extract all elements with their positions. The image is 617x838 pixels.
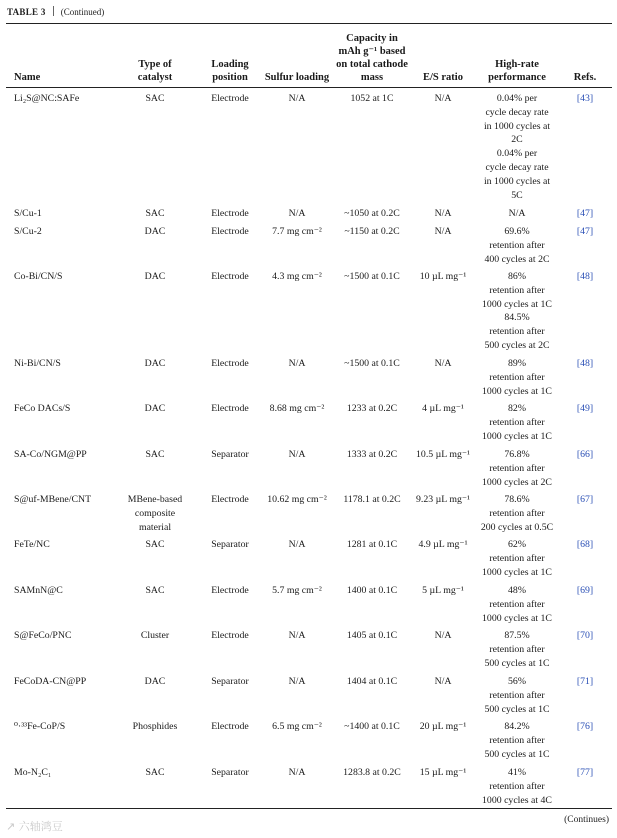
rate-line: 1000 cycles at 2C <box>482 476 552 488</box>
cell-catalyst: DAC <box>144 676 166 687</box>
cell-position: Electrode <box>211 358 249 369</box>
cell-position: Separator <box>211 449 249 460</box>
cell-catalyst: DAC <box>144 271 166 282</box>
rate-line: 1000 cycles at 1C <box>482 430 552 442</box>
cell-catalyst: SAC <box>145 767 165 778</box>
rate-line: retention after <box>489 284 545 296</box>
cell-catalyst: MBene-based composite material <box>127 494 183 533</box>
header-es-ratio: E/S ratio <box>423 72 463 83</box>
cell-rate <box>477 766 557 807</box>
rate-line: N/A <box>508 208 526 219</box>
cell-sulfur: N/A <box>288 358 306 369</box>
reference-link[interactable]: [43] <box>576 93 594 104</box>
cell-rate <box>477 225 557 266</box>
cell-rate <box>477 675 557 716</box>
cell-rate <box>477 448 557 489</box>
cell-es: N/A <box>434 226 452 237</box>
rate-line: 500 cycles at 1C <box>484 703 550 715</box>
header-name: Name <box>14 72 41 83</box>
reference-link[interactable]: [48] <box>576 358 594 369</box>
cell-catalyst: SAC <box>145 585 165 596</box>
reference-link[interactable]: [67] <box>576 494 594 505</box>
cell-name: Co-Bi/CN/S <box>14 271 63 282</box>
cell-es: 5 µL mg⁻¹ <box>422 585 464 596</box>
rate-line: 82% <box>508 403 526 414</box>
cell-position: Electrode <box>211 93 249 104</box>
reference-link[interactable]: [47] <box>576 226 594 237</box>
cell-capacity: 1052 at 1C <box>350 93 394 104</box>
cell-es: N/A <box>434 630 452 641</box>
cell-capacity: ~1500 at 0.1C <box>344 358 400 369</box>
cell-es: N/A <box>434 208 452 219</box>
reference-link[interactable]: [76] <box>576 721 594 732</box>
rate-line: cycle decay rate <box>485 161 549 173</box>
cell-catalyst: SAC <box>145 93 165 104</box>
cell-es: 10 µL mg⁻¹ <box>419 271 467 282</box>
cell-rate <box>477 538 557 579</box>
rate-line: 1000 cycles at 4C <box>482 794 552 806</box>
rate-line: 0.04% per <box>496 148 538 160</box>
reference-link[interactable]: [49] <box>576 403 594 414</box>
reference-link[interactable]: [71] <box>576 676 594 687</box>
cell-capacity: 1233 at 0.2C <box>346 403 398 414</box>
cell-es: 20 µL mg⁻¹ <box>419 721 467 732</box>
rate-line: 76.8% <box>504 449 530 460</box>
rate-line: 500 cycles at 1C <box>484 748 550 760</box>
cell-rate <box>477 402 557 443</box>
header-catalyst: Type of catalyst <box>137 59 173 83</box>
rate-line: 500 cycles at 2C <box>484 339 550 351</box>
rate-line: 84.5% <box>504 312 530 324</box>
cell-position: Electrode <box>211 585 249 596</box>
rate-line: 1000 cycles at 1C <box>482 298 552 310</box>
cell-sulfur: 8.68 mg cm⁻² <box>269 403 325 414</box>
cell-catalyst: DAC <box>144 226 166 237</box>
continues-note: (Continues) <box>564 815 609 825</box>
cell-name: FeTe/NC <box>14 539 50 550</box>
cell-name: Mo-N₂C₁ <box>14 767 52 778</box>
reference-link[interactable]: [77] <box>576 767 594 778</box>
cell-name: FeCo DACs/S <box>14 403 71 414</box>
reference-link[interactable]: [69] <box>576 585 594 596</box>
cell-capacity: 1333 at 0.2C <box>346 449 398 460</box>
cell-position: Electrode <box>211 630 249 641</box>
cell-catalyst: DAC <box>144 403 166 414</box>
cell-rate <box>477 357 557 398</box>
rate-line: 1000 cycles at 1C <box>482 385 552 397</box>
cell-catalyst: SAC <box>145 208 165 219</box>
cell-position: Separator <box>211 767 249 778</box>
rate-line: 78.6% <box>504 494 530 505</box>
reference-link[interactable]: [70] <box>576 630 594 641</box>
cell-catalyst: DAC <box>144 358 166 369</box>
cell-rate <box>477 207 557 221</box>
rate-line: retention after <box>489 239 545 251</box>
cell-capacity: 1283.8 at 0.2C <box>343 767 401 778</box>
rate-line: 56% <box>508 676 526 687</box>
rate-line: retention after <box>489 598 545 610</box>
cell-sulfur: N/A <box>288 676 306 687</box>
cell-sulfur: 5.7 mg cm⁻² <box>272 585 322 596</box>
cell-catalyst: Cluster <box>140 630 170 641</box>
cell-name: S@uf-MBene/CNT <box>14 494 92 505</box>
rate-line: 62% <box>508 539 526 550</box>
cell-capacity: 1405 at 0.1C <box>346 630 398 641</box>
cell-capacity: 1281 at 0.1C <box>346 539 398 550</box>
reference-link[interactable]: [47] <box>576 208 594 219</box>
cell-catalyst: Phosphides <box>132 721 178 732</box>
cell-capacity: ~1400 at 0.1C <box>344 721 400 732</box>
cell-name: Li₂S@NC:SAFe <box>14 93 80 104</box>
rate-line: 5C <box>511 189 523 201</box>
cell-position: Electrode <box>211 494 249 505</box>
cell-capacity: ~1050 at 0.2C <box>344 208 400 219</box>
cell-es: 4 µL mg⁻¹ <box>422 403 464 414</box>
cell-name: SA-Co/NGM@PP <box>14 449 87 460</box>
cell-catalyst: SAC <box>145 449 165 460</box>
rate-line: 200 cycles at 0.5C <box>480 521 554 533</box>
cell-sulfur: N/A <box>288 208 306 219</box>
cell-position: Electrode <box>211 226 249 237</box>
cell-es: 9.23 µL mg⁻¹ <box>416 494 470 505</box>
rate-line: retention after <box>489 326 545 338</box>
rate-line: in 1000 cycles at <box>483 175 551 187</box>
cell-position: Separator <box>211 539 249 550</box>
cell-es: 4.9 µL mg⁻¹ <box>418 539 468 550</box>
caption-note: (Continued) <box>60 7 105 17</box>
cell-sulfur: 6.5 mg cm⁻² <box>272 721 322 732</box>
cell-name: S@FeCo/PNC <box>14 630 72 641</box>
table-bottom-rule <box>6 808 612 809</box>
cell-name: Ni-Bi/CN/S <box>14 358 61 369</box>
rate-line: retention after <box>489 507 545 519</box>
rate-line: retention after <box>489 371 545 383</box>
cell-capacity: 1400 at 0.1C <box>346 585 398 596</box>
cell-sulfur: N/A <box>288 93 306 104</box>
cell-sulfur: N/A <box>288 767 306 778</box>
rate-line: 1000 cycles at 1C <box>482 566 552 578</box>
cell-name: FeCoDA-CN@PP <box>14 676 87 687</box>
cell-sulfur: 7.7 mg cm⁻² <box>272 226 322 237</box>
cell-name: SAMnN@C <box>14 585 63 596</box>
cell-capacity: ~1150 at 0.2C <box>344 226 400 237</box>
cell-capacity: 1178.1 at 0.2C <box>343 494 401 505</box>
watermark: ↗ 六轴鸿豆 <box>6 820 63 833</box>
header-position: Loading position <box>211 59 249 83</box>
table-number: TABLE 3 <box>7 7 46 17</box>
cell-name: ⁰·³³Fe-CoP/S <box>14 721 66 732</box>
cell-sulfur: 4.3 mg cm⁻² <box>272 271 322 282</box>
cell-position: Electrode <box>211 271 249 282</box>
rate-line: retention after <box>489 643 545 655</box>
rate-line: in 1000 cycles at <box>483 120 551 132</box>
table-header-rule <box>6 87 612 88</box>
cell-rate <box>477 584 557 625</box>
rate-line: retention after <box>489 552 545 564</box>
rate-line: retention after <box>489 734 545 746</box>
rate-line: 84.2% <box>504 721 530 732</box>
cell-es: N/A <box>434 358 452 369</box>
cell-es: 15 µL mg⁻¹ <box>419 767 467 778</box>
reference-link[interactable]: [66] <box>576 449 594 460</box>
reference-link[interactable]: [68] <box>576 539 594 550</box>
rate-line: 500 cycles at 1C <box>484 657 550 669</box>
rate-line: 0.04% per <box>496 93 538 104</box>
cell-sulfur: 10.62 mg cm⁻² <box>267 494 327 505</box>
rate-line: 2C <box>511 134 523 146</box>
rate-line: retention after <box>489 780 545 792</box>
rate-line: cycle decay rate <box>485 106 549 118</box>
cell-catalyst: SAC <box>145 539 165 550</box>
rate-line: 41% <box>508 767 526 778</box>
rate-line: 87.5% <box>504 630 530 641</box>
rate-line: retention after <box>489 689 545 701</box>
rate-line: 86% <box>508 271 526 282</box>
rate-line: retention after <box>489 416 545 428</box>
cell-es: 10.5 µL mg⁻¹ <box>416 449 470 460</box>
cell-sulfur: N/A <box>288 449 306 460</box>
cell-rate <box>477 493 557 534</box>
rate-line: 89% <box>508 358 526 369</box>
cell-capacity: ~1500 at 0.1C <box>344 271 400 282</box>
cell-position: Electrode <box>211 721 249 732</box>
cell-name: S/Cu-2 <box>14 226 42 237</box>
cell-rate <box>477 720 557 761</box>
cell-sulfur: N/A <box>288 630 306 641</box>
cell-rate <box>477 270 557 353</box>
table-top-rule <box>6 23 612 24</box>
rate-line: 1000 cycles at 1C <box>482 612 552 624</box>
cell-position: Electrode <box>211 403 249 414</box>
header-refs: Refs. <box>573 72 597 83</box>
rate-line: 400 cycles at 2C <box>484 253 550 265</box>
rate-line: 69.6% <box>504 226 530 237</box>
cell-es: N/A <box>434 676 452 687</box>
cell-capacity: 1404 at 0.1C <box>346 676 398 687</box>
reference-link[interactable]: [48] <box>576 271 594 282</box>
caption-divider <box>53 6 54 16</box>
header-rate: High-rate performance <box>488 59 546 83</box>
cell-rate <box>477 629 557 670</box>
cell-position: Separator <box>211 676 249 687</box>
rate-line: 48% <box>508 585 526 596</box>
table-caption <box>7 6 104 17</box>
header-capacity: Capacity in mAh g⁻¹ based on total cathode mass <box>336 33 408 83</box>
cell-sulfur: N/A <box>288 539 306 550</box>
header-sulfur: Sulfur loading <box>264 72 330 83</box>
cell-position: Electrode <box>211 208 249 219</box>
cell-name: S/Cu-1 <box>14 208 42 219</box>
cell-rate <box>477 92 557 202</box>
rate-line: retention after <box>489 462 545 474</box>
cell-es: N/A <box>434 93 452 104</box>
